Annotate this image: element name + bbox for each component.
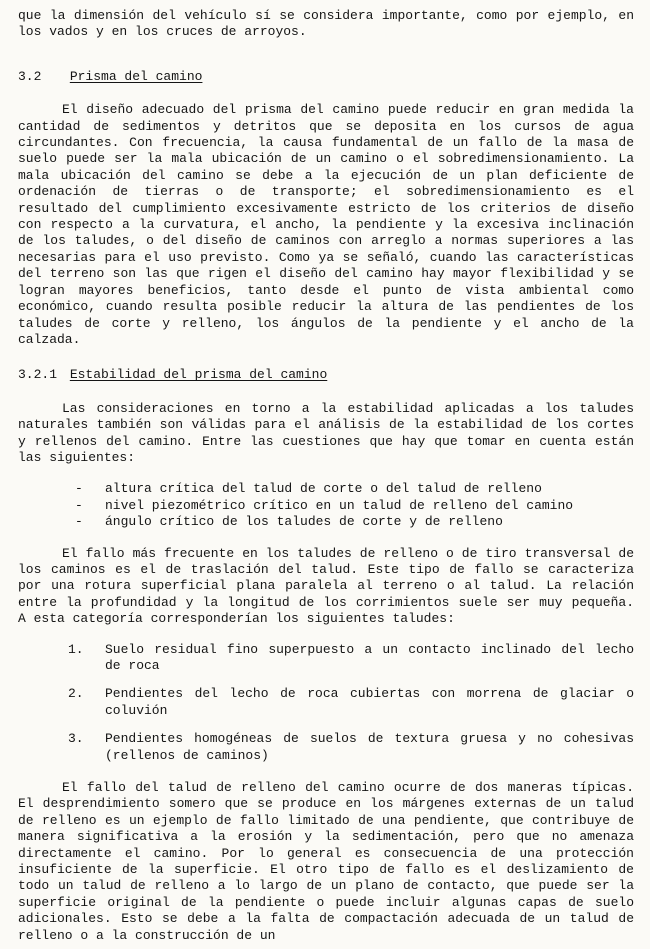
section-heading-3-2: [18, 69, 634, 85]
list-item: [18, 514, 634, 530]
list-item: [18, 642, 634, 675]
item-number: 2.: [68, 686, 84, 702]
continuation-paragraph: que la dimensión del vehículo sí se considera importante, como por ejemplo, en los vados y en los cruces de arroyos.: [18, 8, 634, 40]
list-item-text: Suelo residual fino superpuesto a un contacto inclinado del lecho de roca: [105, 641, 634, 673]
numbered-list: [18, 642, 634, 764]
section-title: Estabilidad del prisma del camino: [69, 367, 328, 383]
dash-marker: -: [75, 481, 83, 497]
section-title: Prisma del camino: [69, 68, 203, 84]
section-3-2-body-paragraph: El diseño adecuado del prisma del camino puede reducir en gran medida la cantidad de sedimentos y detritos que se deposita en los cursos de agua circundantes. Con frecuencia, la causa fundamental de un fallo de la masa de suelo puede ser la mala ubicación de un camino o el sobredimensionamiento. La mala ubicación del camino se debe a la ejecución de un plan deficiente de ordenación de tierras o de transporte; el sobredimensionamiento es el resultado del cumplimiento excesivamente estricto de los criterios de diseño con respecto a la curvatura, el ancho, la pendiente y la excesiva inclinación de los taludes, o del diseño de caminos con arreglo a normas superiores a las necesarias para el uso previsto. Como ya se señaló, cuando las características del terreno son las que rigen el diseño del camino hay mayor flexibilidad y se logran mayores beneficios, tanto desde el punto de vista ambiental como económico, cuando resulta posible reducir la altura de las pendientes de los taludes de corte y relleno, los ángulos de la pendiente y el ancho de la calzada.: [18, 102, 634, 347]
item-number: 1.: [68, 641, 84, 657]
section-3-2-1-paragraph-2: El fallo más frecuente en los taludes de relleno o de tiro transversal de los caminos es el de traslación del talud. Este tipo de fallo se caracteriza por una rotura superficial plana paralela al terreno o al talud. La relación entre la profundidad y la longitud de los corrimientos suele ser muy pequeña. A esta categoría corresponderían los siguientes taludes:: [18, 545, 634, 627]
list-item-text: altura crítica del talud de corte o del talud de relleno: [105, 481, 542, 497]
section-number: 3.2: [18, 68, 42, 84]
list-item: [18, 481, 634, 497]
list-item-text: Pendientes homogéneas de suelos de textura gruesa y no cohesivas (rellenos de caminos): [105, 731, 634, 763]
list-item-text: nivel piezométrico crítico en un talud de relleno del camino: [105, 497, 574, 513]
section-3-2-1-intro-paragraph: Las consideraciones en torno a la estabilidad aplicadas a los taludes naturales también son válidas para el análisis de la estabilidad de los cortes y rellenos del camino. Entre las cuestiones que hay que tomar en cuenta están las siguientes:: [18, 400, 634, 465]
list-item-text: Pendientes del lecho de roca cubiertas con morrena de glaciar o coluvión: [105, 686, 634, 718]
list-item-text: ángulo crítico de los taludes de corte y de relleno: [105, 514, 503, 530]
list-item: [18, 498, 634, 514]
dash-list: [18, 481, 634, 530]
item-number: 3.: [68, 731, 84, 747]
dash-marker: -: [75, 514, 83, 530]
section-number: 3.2.1: [18, 367, 58, 383]
list-item: [18, 731, 634, 764]
section-3-2-1-paragraph-3: El fallo del talud de relleno del camino ocurre de dos maneras típicas. El desprendimiento somero que se produce en los márgenes externas de un talud de relleno es un ejemplo de fallo limitado de una pendiente, que contribuye de manera significativa a la erosión y la sedimentación, pero que no amenaza directamente el camino. Por lo general es consecuencia de una protección insuficiente de la superficie. El otro tipo de fallo es el deslizamiento de todo un talud de relleno a lo largo de un plano de contacto, que puede ser la superficie original de la pendiente o puede incluir algunas capas de suelo adicionales. Esto se debe a la falta de compactación adecuada de un talud de relleno o a la construcción de un: [18, 780, 634, 943]
list-item: [18, 686, 634, 719]
dash-marker: -: [75, 497, 83, 513]
section-heading-3-2-1: [18, 367, 634, 383]
